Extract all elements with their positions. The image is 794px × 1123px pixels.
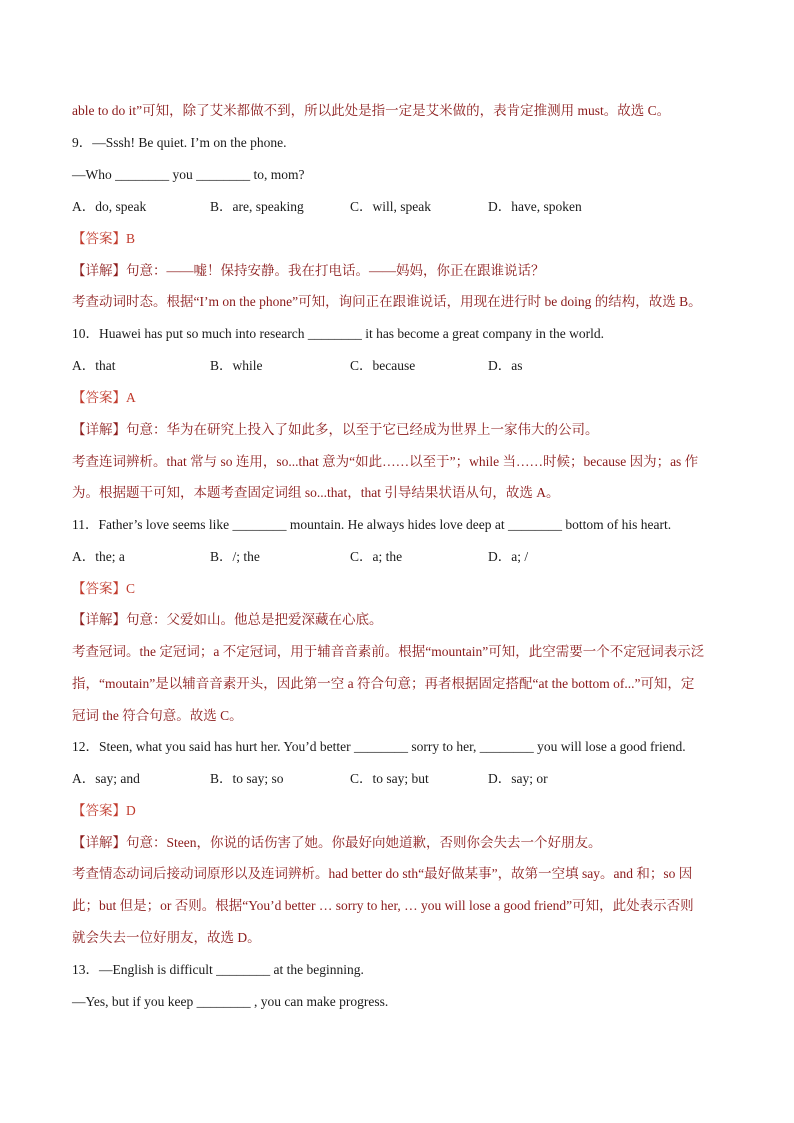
answer-10: 【答案】A [72,390,136,405]
question-13: 13．—English is difficult ________ at the beginning. [72,962,364,977]
explanation-10-line-2: 考查连词辨析。that 常与 so 连用，so...that 意为“如此……以至于”；while 当……时候；because 因为；as 作 [72,454,699,469]
option-d: D．say; or [488,771,548,786]
option-a: A．do, speak [72,199,147,214]
option-b: B．are, speaking [210,199,304,214]
question-10: 10．Huawei has put so much into research ________ it has become a great company in the world. [72,326,604,341]
option-a: A．that [72,358,116,373]
explanation-11-line-1: 【详解】句意：父爱如山。他总是把爱深藏在心底。 [72,612,383,627]
explanation-9-line-1: 【详解】句意：——嘘！保持安静。我在打电话。——妈妈，你正在跟谁说话？ [72,263,545,278]
question-11: 11．Father’s love seems like ________ mountain. He always hides love deep at ________ bottom of his heart. [72,517,672,532]
explanation-continued: able to do it”可知，除了艾米都做不到，所以此处是指一定是艾米做的，表肯定推测用 must。故选 C。 [72,103,671,118]
explanation-10-line-3: 为。根据题干可知，本题考查固定词组 so...that，that 引导结果状语从句，故选 A。 [72,485,560,500]
explanation-11-line-4: 冠词 the 符合句意。故选 C。 [72,708,243,723]
option-b: B．while [210,358,263,373]
question-13-line-2: —Yes, but if you keep ________ , you can make progress. [72,994,389,1009]
explanation-9-line-2: 考查动词时态。根据“I’m on the phone”可知，询问正在跟谁说话，用现在进行时 be doing 的结构，故选 B。 [72,294,702,309]
explanation-10-line-1: 【详解】句意：华为在研究上投入了如此多，以至于它已经成为世界上一家伟大的公司。 [72,422,599,437]
answer-11: 【答案】C [72,581,136,596]
option-b: B．to say; so [210,771,284,786]
option-d: D．as [488,358,523,373]
option-c: C．to say; but [350,771,429,786]
option-b: B．/; the [210,549,260,564]
question-12: 12．Steen, what you said has hurt her. You’d better ________ sorry to her, ________ you will lose a good friend. [72,739,686,754]
explanation-12-line-2: 考查情态动词后接动词原形以及连词辨析。had better do sth“最好做某事”，故第一空填 say。and 和；so 因 [72,866,693,881]
explanation-11-line-2: 考查冠词。the 定冠词；a 不定冠词，用于辅音音素前。根据“mountain”可知，此空需要一个不定冠词表示泛 [72,644,705,659]
option-a: A．say; and [72,771,140,786]
explanation-12-line-3: 此；but 但是；or 否则。根据“You’d better … sorry to her, … you will lose a good friend”可知，此处表示否则 [72,898,694,913]
explanation-12-line-1: 【详解】句意：Steen，你说的话伤害了她。你最好向她道歉，否则你会失去一个好朋友。 [72,835,602,850]
answer-12: 【答案】D [72,803,136,818]
answer-9: 【答案】B [72,231,136,246]
option-d: D．have, spoken [488,199,582,214]
option-c: C．will, speak [350,199,431,214]
explanation-12-line-4: 就会失去一位好朋友，故选 D。 [72,930,261,945]
option-c: C．because [350,358,416,373]
question-9-line-2: —Who ________ you ________ to, mom? [72,167,305,182]
option-a: A．the; a [72,549,125,564]
option-c: C．a; the [350,549,403,564]
explanation-11-line-3: 指，“moutain”是以辅音音素开头，因此第一空 a 符合句意；再者根据固定搭配“at the bottom of...”可知，定 [72,676,695,691]
question-9: 9．—Sssh! Be quiet. I’m on the phone. [72,135,287,150]
option-d: D．a; / [488,549,529,564]
